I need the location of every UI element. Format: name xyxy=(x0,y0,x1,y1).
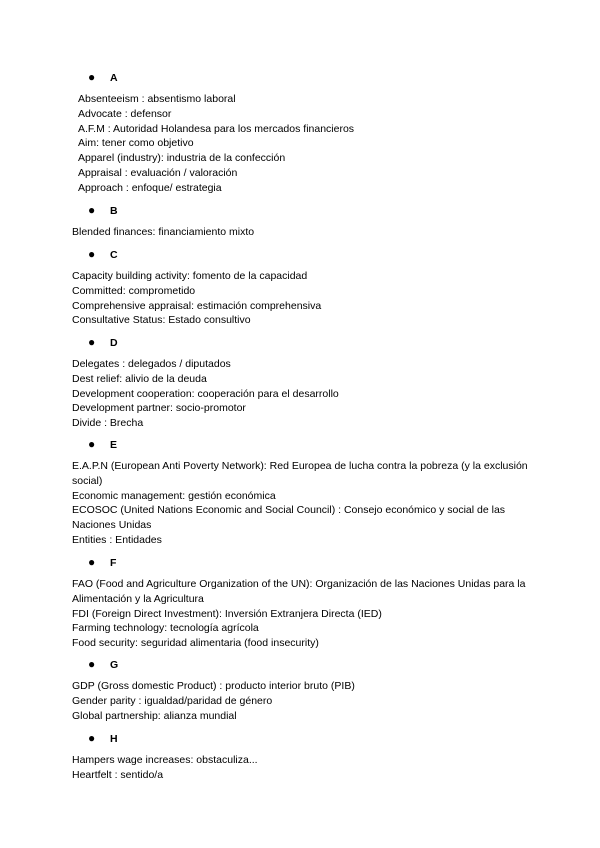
bullet-icon: ● xyxy=(88,70,96,84)
glossary-entry: Food security: seguridad alimentaria (food insecurity) xyxy=(72,637,319,650)
section-e xyxy=(72,438,532,548)
bullet-icon: ● xyxy=(88,203,96,217)
section-g xyxy=(72,658,532,723)
glossary-entry: FAO (Food and Agriculture Organization of the UN): Organización de las Naciones Unidas para la Alimentación y la Agricultura xyxy=(72,578,526,605)
section-letter: B xyxy=(110,205,118,217)
glossary-entry: E.A.P.N (European Anti Poverty Network): Red Europea de lucha contra la pobreza (y la exclusión social) xyxy=(72,460,528,487)
glossary-entry: Dest relief: alivio de la deuda xyxy=(72,372,207,385)
glossary-entry: Apparel (industry): industria de la confección xyxy=(78,152,286,165)
glossary-entry: Aim: tener como objetivo xyxy=(78,137,194,150)
glossary-entry: Farming technology: tecnología agrícola xyxy=(72,622,259,635)
section-letter: A xyxy=(110,72,118,84)
glossary-entry: Economic management: gestión económica xyxy=(72,489,276,502)
glossary-entry: Delegates : delegados / diputados xyxy=(72,358,231,370)
glossary-entry: Divide : Brecha xyxy=(72,417,144,430)
glossary-entry: Hampers wage increases: obstaculiza... xyxy=(72,754,258,766)
section-c xyxy=(72,248,532,328)
section-letter: F xyxy=(110,557,117,569)
section-letter: G xyxy=(110,659,119,671)
glossary-entry: Blended finances: financiamiento mixto xyxy=(72,226,255,238)
bullet-icon: ● xyxy=(88,657,96,671)
glossary-entry: Advocate : defensor xyxy=(78,107,172,120)
glossary-entry: Development partner: socio-promotor xyxy=(72,402,246,415)
bullet-icon: ● xyxy=(88,437,96,451)
glossary-entry: Entities : Entidades xyxy=(72,533,162,546)
bullet-icon: ● xyxy=(88,335,96,349)
section-h xyxy=(72,732,532,783)
section-a xyxy=(72,71,532,196)
section-f xyxy=(72,556,532,651)
bullet-icon: ● xyxy=(88,555,96,569)
bullet-icon: ● xyxy=(88,731,96,745)
glossary-entry: Global partnership: alianza mundial xyxy=(72,709,237,722)
glossary-entry: A.F.M : Autoridad Holandesa para los mercados financieros xyxy=(78,122,355,135)
section-letter: D xyxy=(110,337,118,349)
glossary-entry: Absenteeism : absentismo laboral xyxy=(78,93,236,105)
glossary-entry: Approach : enfoque/ estrategia xyxy=(78,181,222,194)
glossary-entry: Development cooperation: cooperación para el desarrollo xyxy=(72,387,339,400)
glossary-entry: Committed: comprometido xyxy=(72,284,196,297)
glossary-entry: Consultative Status: Estado consultivo xyxy=(72,314,251,327)
bullet-icon: ● xyxy=(88,247,96,261)
glossary-entry: ECOSOC (United Nations Economic and Social Council) : Consejo económico y social de las Naciones Unidas xyxy=(72,504,506,532)
section-b xyxy=(72,204,532,240)
section-letter: H xyxy=(110,733,118,745)
glossary-entry: Heartfelt : sentido/a xyxy=(72,768,164,781)
glossary-entry: GDP (Gross domestic Product) : producto interior bruto (PIB) xyxy=(72,680,355,692)
section-letter: E xyxy=(110,439,118,451)
section-d xyxy=(72,336,532,431)
section-letter: C xyxy=(110,249,118,261)
glossary-entry: Comprehensive appraisal: estimación comprehensiva xyxy=(72,299,322,312)
glossary-entry: FDI (Foreign Direct Investment): Inversión Extranjera Directa (IED) xyxy=(72,607,382,620)
glossary-entry: Gender parity : igualdad/paridad de género xyxy=(72,694,273,707)
glossary-entry: Appraisal : evaluación / valoración xyxy=(78,166,238,179)
glossary-entry: Capacity building activity: fomento de la capacidad xyxy=(72,270,308,282)
